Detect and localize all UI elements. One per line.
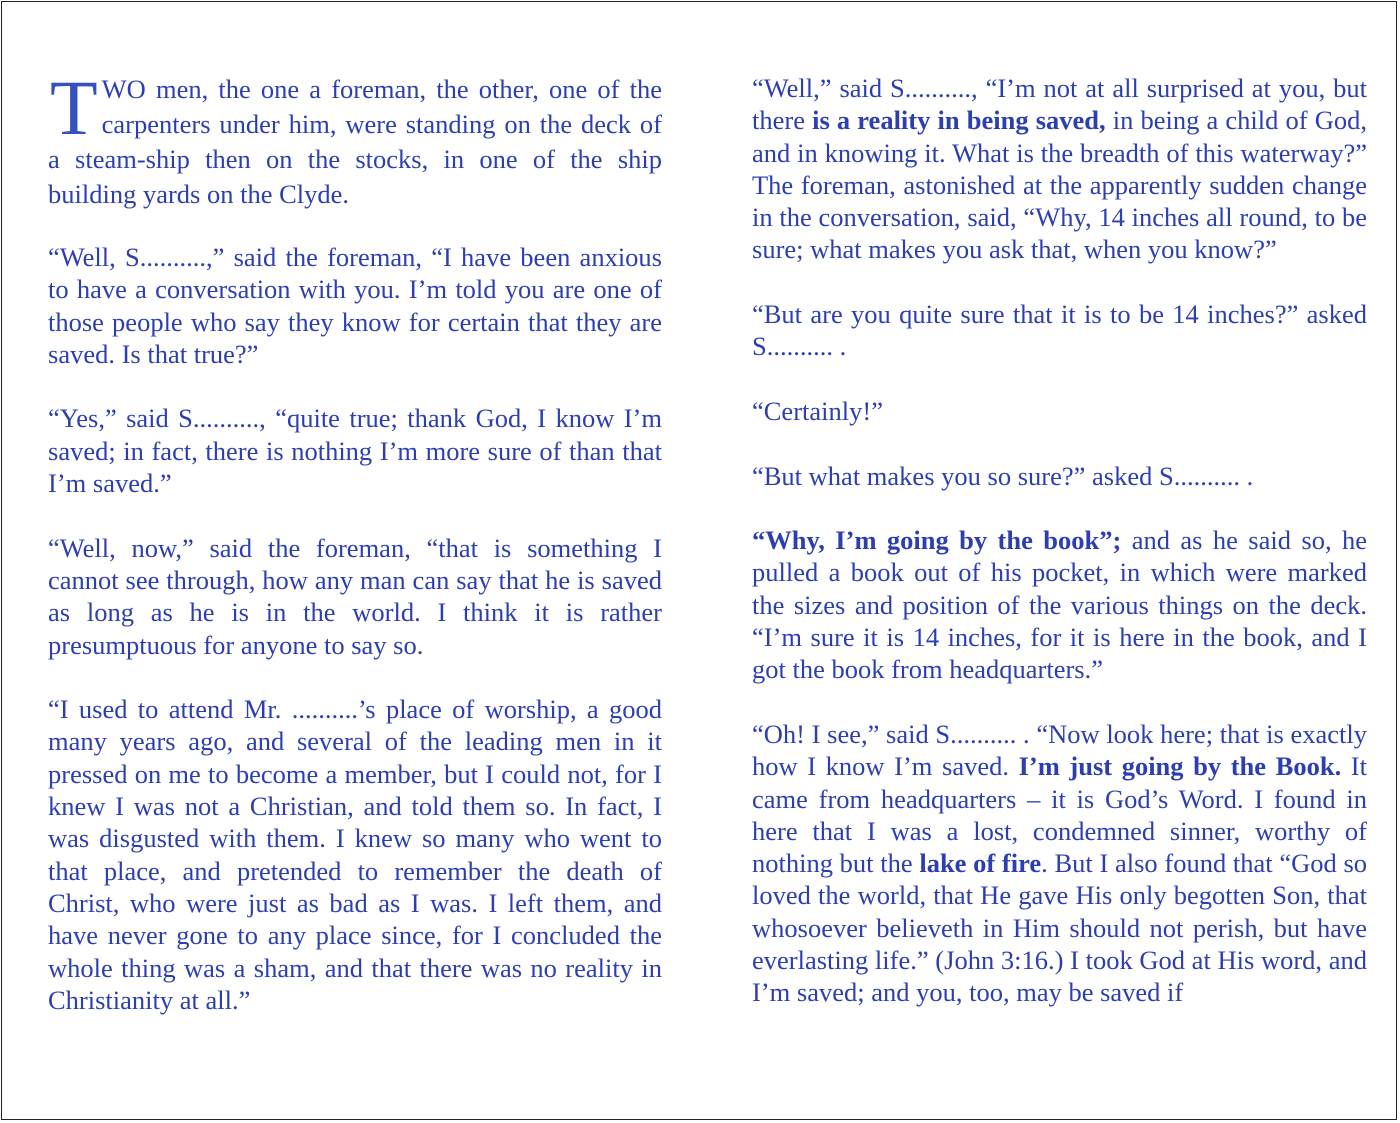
text-run: “Yes,” said S.........., “quite true; thank God, I know I’m saved; in fact, there is nothing I’m more sure of than that I’m saved.” xyxy=(48,403,662,499)
booklet-spread xyxy=(1,1,1397,1120)
paragraph xyxy=(48,241,662,370)
text-run: WO men, the one a foreman, the other, one of the carpenters under him, were standing on the deck of a steam-ship then on the stocks, in one of the ship building yards on the Clyde. xyxy=(48,74,662,209)
text-run: “Well, S..........,” said the foreman, “I have been anxious to have a conversation with you. I’m told you are one of those people who say they know for certain that they are saved. Is that true?” xyxy=(48,242,662,369)
text-run: “Well,” said S.........., “I’m not at all surprised at you, but there xyxy=(752,73,1367,136)
text-run: “Oh! I see,” said S.......... . “Now look here; that is exactly how I know I’m saved. xyxy=(752,718,1367,782)
bold-text: lake of fire xyxy=(919,848,1042,879)
text-run: in being a child of God, and in knowing it. What is the breadth of this waterway?” The foreman, astonished at the apparently sudden change in the conversation, said, “Why, 14 inches all round, to be sure; what makes you ask that, when you know?” xyxy=(752,105,1367,265)
paragraph xyxy=(48,532,662,661)
text-run: “Certainly!” xyxy=(752,395,883,426)
text-run: “Well, now,” said the foreman, “that is something I cannot see through, how any man can say that he is saved as long as he is in the world. I think it is rather presumptuous for anyone to say so. xyxy=(48,532,662,660)
paragraph xyxy=(752,395,1367,427)
text-run: . But I also found that “God so loved the world, that He gave His only begotten Son, that whosoever believeth in Him should not perish, but have everlasting life.” (John 3:16.) I took God at His word, and I’m saved; and you, too, may be saved if xyxy=(752,848,1368,1008)
paragraph xyxy=(752,524,1367,685)
paragraph xyxy=(48,402,662,499)
bold-text: “Why, I’m going by the book”; xyxy=(752,525,1122,556)
right-column xyxy=(752,72,1367,1041)
text-run: and as he said so, he pulled a book out of his pocket, in which were marked the sizes and position of the various things on the deck. “I’m sure it is 14 inches, for it is here in the book, and I got the book from headquarters.” xyxy=(752,525,1367,685)
paragraph xyxy=(752,718,1367,1009)
bold-text: I’m just going by the Book. xyxy=(1018,751,1342,782)
paragraph xyxy=(752,298,1367,363)
paragraph xyxy=(48,693,662,1016)
bold-text: is a reality in being saved, xyxy=(812,105,1106,136)
paragraph xyxy=(752,460,1367,492)
paragraph xyxy=(48,64,662,212)
text-run: “But are you quite sure that it is to be 14 inches?” asked S.......... . xyxy=(752,299,1367,362)
paragraph xyxy=(752,72,1367,266)
text-run: It came from headquarters – it is God’s Word. I found in here that I was a lost, condemned sinner, worthy of nothing but the xyxy=(752,751,1367,879)
text-run: “I used to attend Mr. ..........’s place of worship, a good many years ago, and several of the leading men in it pressed on me to become a member, but I could not, for I knew I was not a Christian, and told them so. In fact, I was disgusted with them. I knew so many who went to that place, and pretended to remember the death of Christ, who were just as bad as I was. I left them, and have never gone to any place since, for I concluded the whole thing was a sham, and that there was no reality in Christianity at all.” xyxy=(48,694,662,1015)
text-run: “But what makes you so sure?” asked S.......... . xyxy=(752,460,1254,491)
left-column xyxy=(48,64,662,1048)
drop-cap: T xyxy=(50,64,98,151)
